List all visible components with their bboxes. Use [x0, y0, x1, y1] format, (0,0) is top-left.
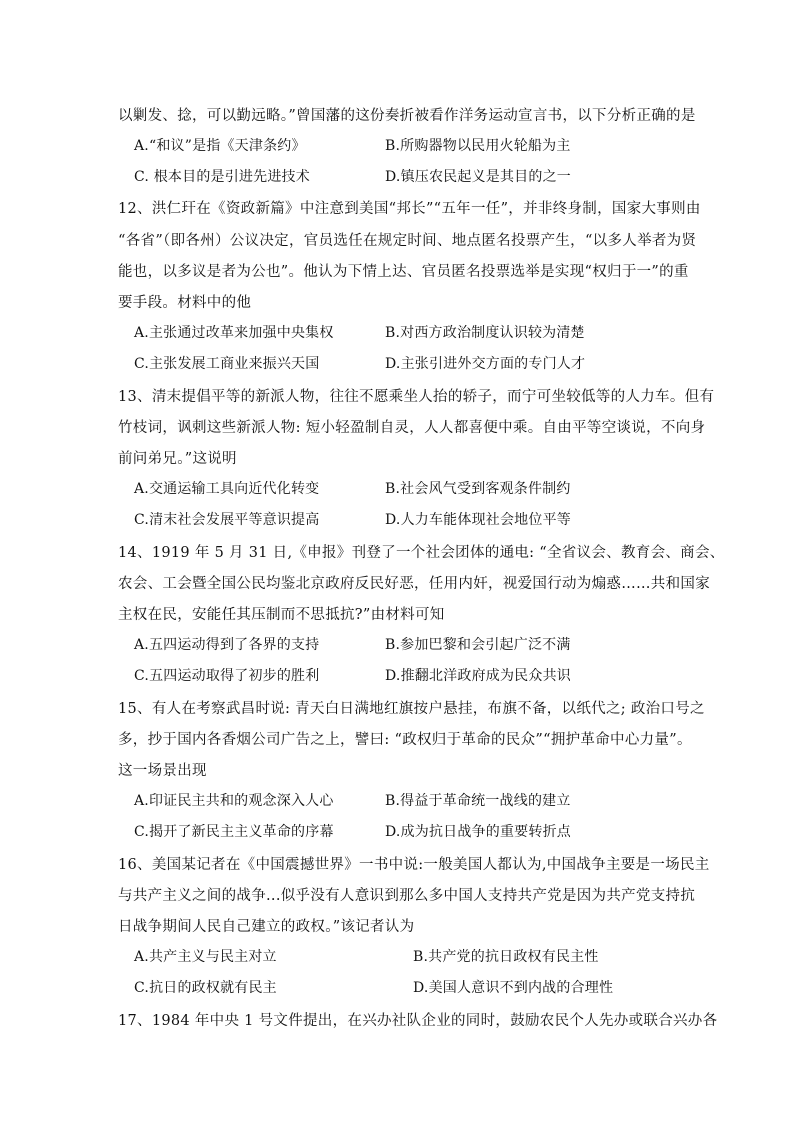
q15-option-d[interactable]: D.成为抗日战争的重要转折点 [385, 824, 571, 840]
question-13-line-3: 前问弟兄。”这说明 [118, 451, 237, 467]
q13-option-b[interactable]: B.社会风气受到客观条件制约 [385, 481, 571, 497]
question-text-line: 以剿发、捻，可以勤远略。”曾国藩的这份奏折被看作洋务运动宣言书，以下分析正确的是 [118, 108, 696, 124]
question-17-line-1: 17、1984 年中央 1 号文件提出，在兴办社队企业的同时，鼓励农民个人先办或联合兴办各 [118, 1013, 718, 1029]
q16-option-b[interactable]: B.共产党的抗日政权有民主性 [413, 949, 599, 965]
q12-option-a[interactable]: A.主张通过改革来加强中央集权 [134, 325, 334, 341]
question-14-line-3: 主权在民，安能任其压制而不思抵抗?”由材料可知 [118, 607, 445, 623]
q13-option-a[interactable]: A.交通运输工具向近代化转变 [134, 481, 320, 497]
question-15-line-3: 这一场景出现 [118, 763, 207, 779]
question-14-line-2: 农会、工会暨全国公民均鉴北京政府反民好恶，任用内奸，视爱国行动为煽惑……共和国家 [118, 576, 710, 592]
q12-option-c[interactable]: C.主张发展工商业来振兴天国 [134, 356, 320, 372]
question-15-line-2: 多，抄于国内各香烟公司广告之上，譬曰: “政权归于革命的民众”“拥护革命中心力量”。 [118, 732, 692, 748]
q14-option-c[interactable]: C.五四运动取得了初步的胜利 [134, 668, 320, 684]
question-16-line-3: 日战争期间人民自己建立的政权。”该记者认为 [118, 919, 415, 935]
q15-option-c[interactable]: C.揭开了新民主主义革命的序幕 [134, 824, 334, 840]
question-12-line-1: 12、洪仁玕在《资政新篇》中注意到美国“邦长”“五年一任”，并非终身制，国家大事则由 [118, 201, 701, 217]
question-13-line-2: 竹枝词，讽刺这些新派人物: 短小轻盈制自灵，人人都喜便中乘。自由平等空谈说，不向身 [118, 420, 706, 436]
question-12-line-4: 要手段。材料中的他 [118, 295, 252, 311]
q13-option-d[interactable]: D.人力车能体现社会地位平等 [385, 512, 571, 528]
q15-option-b[interactable]: B.得益于革命统一战线的建立 [385, 793, 571, 809]
question-12-line-3: 能也，以多议是者为公也”。他认为下情上达、官员匿名投票选举是实现“权归于一”的重 [118, 264, 689, 280]
option-b[interactable]: B.所购器物以民用火轮船为主 [385, 138, 571, 154]
option-d[interactable]: D.镇压农民起义是其目的之一 [385, 169, 571, 185]
option-c[interactable]: C. 根本目的是引进先进技术 [134, 169, 310, 185]
question-14-line-1: 14、1919 年 5 月 31 日,《申报》刊登了一个社会团体的通电: “全省议会、教育会、商会、 [118, 545, 725, 561]
question-16-line-1: 16、美国某记者在《中国震撼世界》一书中说:一般美国人都认为,中国战争主要是一场民主 [118, 857, 710, 873]
option-a[interactable]: A.“和议”是指《天津条约》 [134, 138, 306, 154]
q15-option-a[interactable]: A.印证民主共和的观念深入人心 [134, 793, 334, 809]
q16-option-a[interactable]: A.共产主义与民主对立 [134, 949, 277, 965]
q14-option-d[interactable]: D.推翻北洋政府成为民众共识 [385, 668, 571, 684]
q12-option-b[interactable]: B.对西方政治制度认识较为清楚 [385, 325, 585, 341]
q14-option-b[interactable]: B.参加巴黎和会引起广泛不满 [385, 637, 571, 653]
q14-option-a[interactable]: A.五四运动得到了各界的支持 [134, 637, 320, 653]
q16-option-c[interactable]: C.抗日的政权就有民主 [134, 980, 277, 996]
question-15-line-1: 15、有人在考察武昌时说: 青天白日满地红旗按户悬挂，布旗不备，以纸代之; 政治口号之 [118, 701, 705, 717]
q16-option-d[interactable]: D.美国人意识不到内战的合理性 [413, 980, 614, 996]
question-16-line-2: 与共产主义之间的战争...似乎没有人意识到那么多中国人支持共产党是因为共产党支持抗 [118, 888, 696, 904]
q12-option-d[interactable]: D.主张引进外交方面的专门人才 [385, 356, 586, 372]
q13-option-c[interactable]: C.清末社会发展平等意识提高 [134, 512, 320, 528]
question-13-line-1: 13、清末提倡平等的新派人物，往往不愿乘坐人抬的轿子，而宁可坐较低等的人力车。但有 [118, 389, 715, 405]
question-12-line-2: “各省”（即各州）公议决定，官员选任在规定时间、地点匿名投票产生，“以多人举者为贤 [118, 233, 697, 249]
